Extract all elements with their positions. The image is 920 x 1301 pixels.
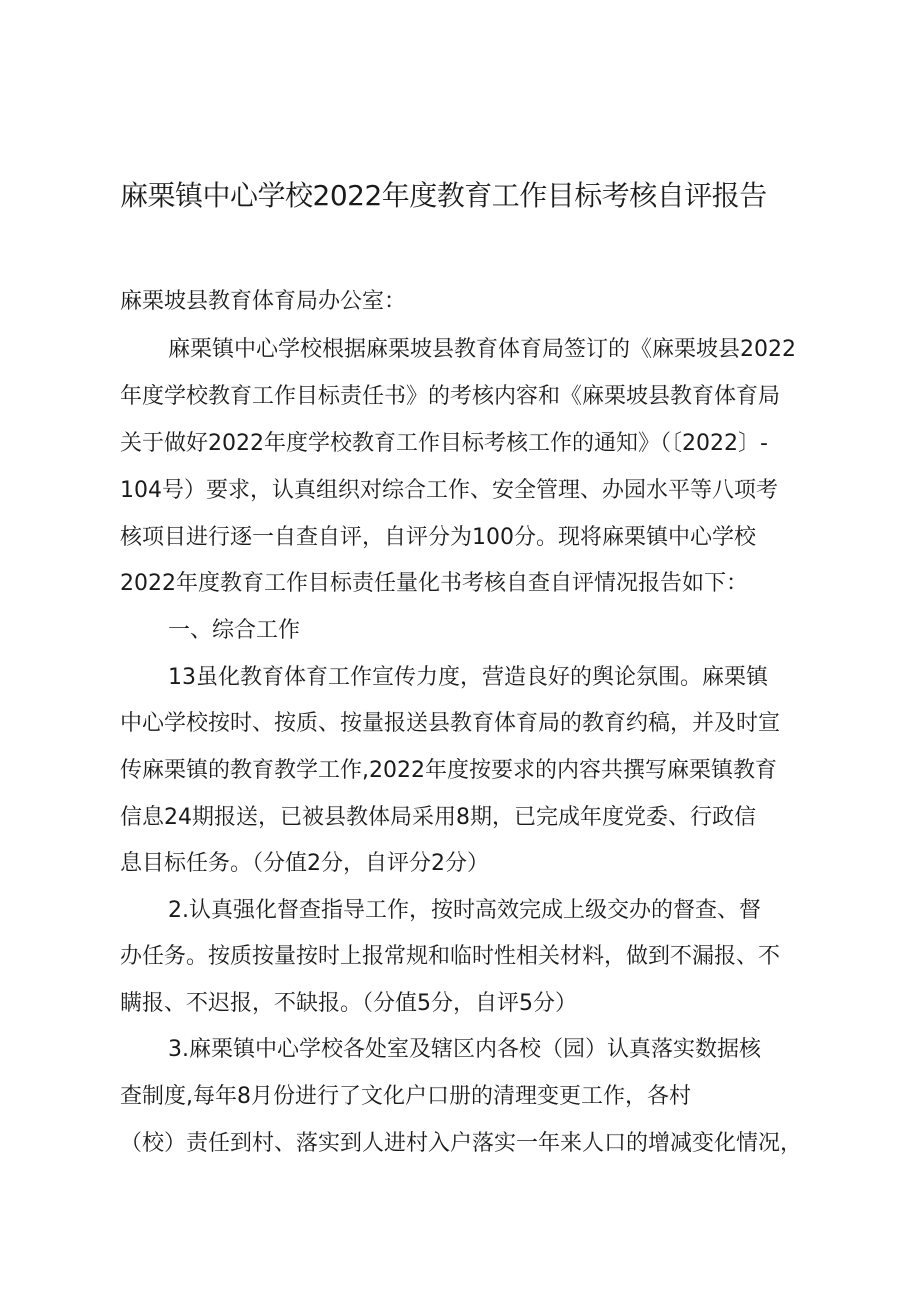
paragraph-line: 查制度,每年8月份进行了文化户口册的清理变更工作，各村 <box>120 1084 691 1109</box>
paragraph-line: （校）责任到村、落实到人进村入户落实一年来人口的增减变化情况， <box>120 1131 803 1156</box>
paragraph-line: 关于做好2022年度学校教育工作目标考核工作的通知》（〔2022〕- <box>120 431 768 456</box>
section-heading: 一、综合工作 <box>168 618 301 643</box>
paragraph-line: 3.麻栗镇中心学校各处室及辖区内各校（园）认真落实数据核 <box>168 1037 761 1062</box>
document-title: 麻栗镇中心学校2022年度教育工作目标考核自评报告 <box>120 179 767 212</box>
paragraph-line: 中心学校按时、按质、按量报送县教育体育局的教育约稿，并及时宣 <box>120 711 781 736</box>
paragraph-line: 传麻栗镇的教育教学工作,2022年度按要求的内容共撰写麻栗镇教育 <box>120 758 777 783</box>
paragraph-line: 麻栗镇中心学校根据麻栗坡县教育体育局签订的《麻栗坡县2022 <box>168 337 796 362</box>
paragraph-line: 瞒报、不迟报，不缺报。（分值5分，自评5分） <box>120 991 577 1016</box>
paragraph-line: 13虽化教育体育工作宣传力度，营造良好的舆论氛围。麻栗镇 <box>168 665 768 690</box>
paragraph-line: 信息24期报送，已被县教体局采用8期，已完成年度党委、行政信 <box>120 805 756 830</box>
paragraph-line: 2022年度教育工作目标责任量化书考核自查自评情况报告如下： <box>120 571 748 596</box>
paragraph-line: 息目标任务。（分值2分，自评分2分） <box>120 851 489 876</box>
salutation: 麻栗坡县教育体育局办公室： <box>120 289 407 314</box>
paragraph-line: 年度学校教育工作目标责任书》的考核内容和《麻栗坡县教育体育局 <box>120 384 781 409</box>
paragraph-line: 核项目进行逐一自查自评，自评分为100分。现将麻栗镇中心学校 <box>120 525 756 550</box>
paragraph-line: 办任务。按质按量按时上报常规和临时性相关材料，做到不漏报、不 <box>120 944 781 969</box>
paragraph-line: 104号）要求，认真组织对综合工作、安全管理、办园水平等八项考 <box>120 478 778 503</box>
paragraph-line: 2.认真强化督查指导工作，按时高效完成上级交办的督查、督 <box>168 898 761 923</box>
